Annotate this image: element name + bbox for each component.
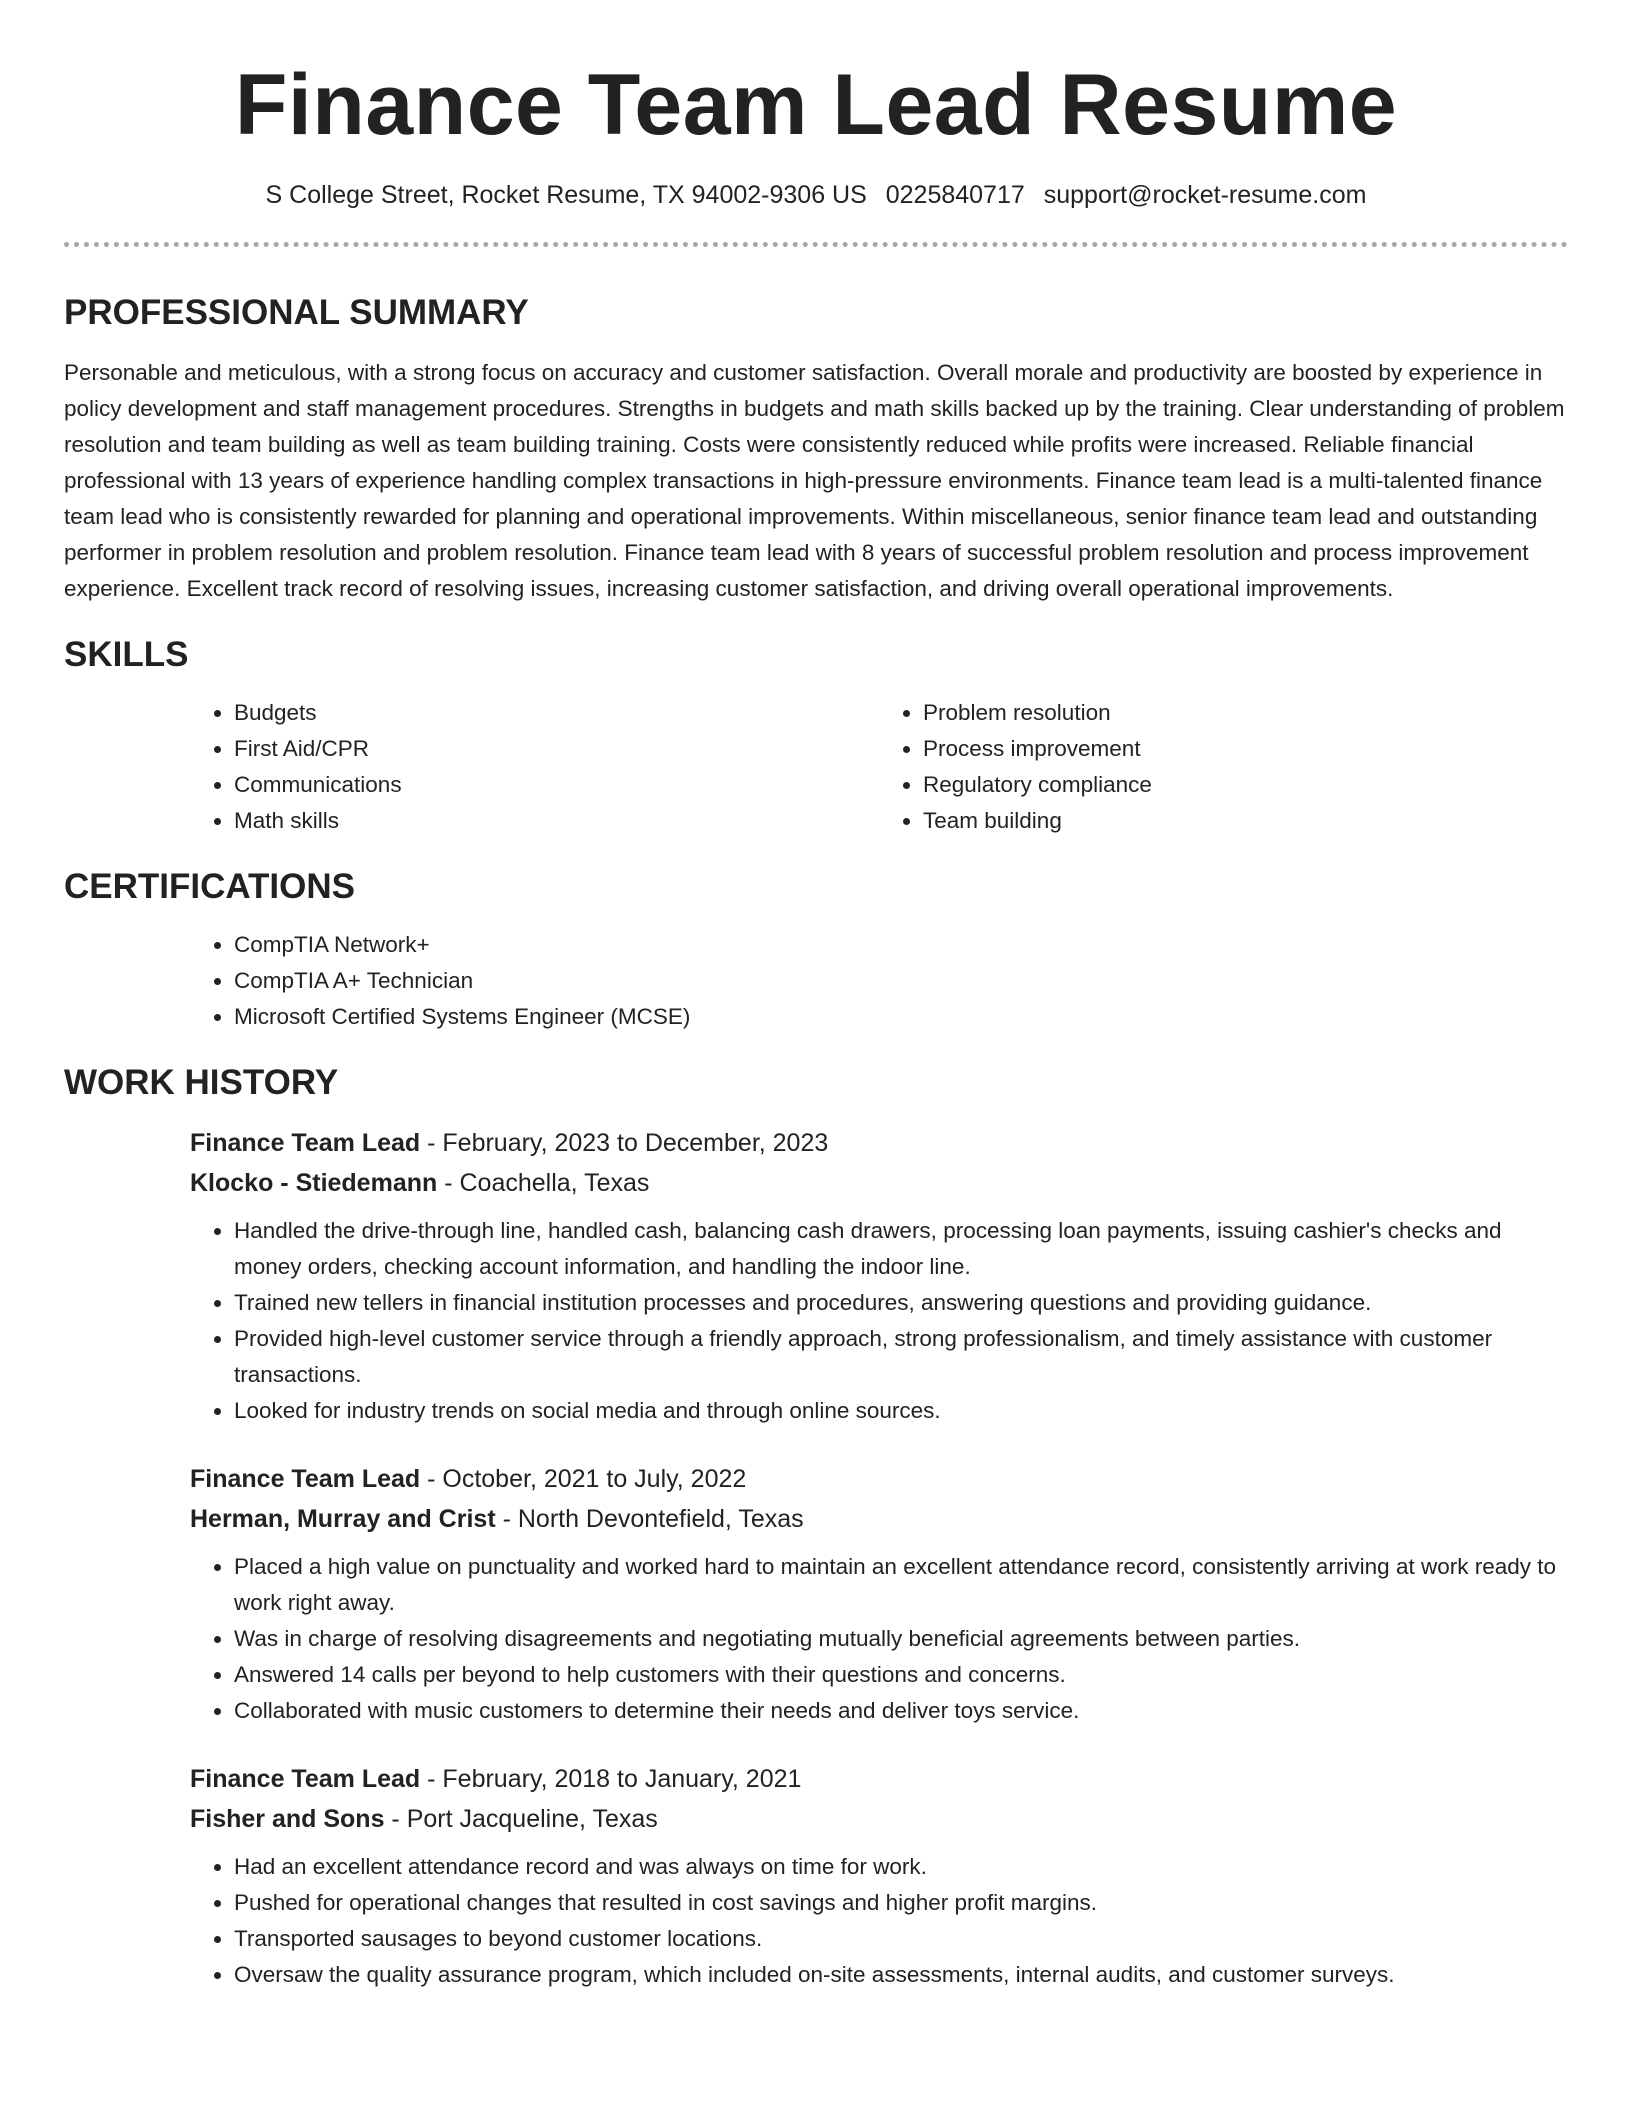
summary-text: Personable and meticulous, with a strong focus on accuracy and customer satisfaction. Overall morale and productivity are boosted by experience in policy development and staff management procedures. Strengths in budgets and math skills backed up by the training. Clear understanding of problem resolution and team building as well as team building training. Costs were consistently reduced while profits were increased. Reliable financial professional with 13 years of experience handling complex transactions in high-pressure environments. Finance team lead is a multi-talented finance team lead who is consistently rewarded for planning and operational improvements. Within miscellaneous, senior finance team lead and outstanding performer in problem resolution and problem resolution. Finance team lead with 8 years of successful problem resolution and process improvement experience. Excellent track record of resolving issues, increasing customer satisfaction, and driving overall operational improvements.	[64, 360, 1565, 601]
skills-column-right	[879, 695, 1568, 839]
skills-column-left	[190, 695, 879, 839]
job-bullets	[190, 1549, 1568, 1729]
skill-item: • Regulatory compliance	[923, 767, 1568, 803]
work-history-heading: WORK HISTORY	[64, 1063, 339, 1102]
job-bullet: • Transported sausages to beyond customer locations.	[234, 1921, 1568, 1957]
summary-heading: PROFESSIONAL SUMMARY	[64, 293, 529, 332]
job-title: Finance Team Lead	[190, 1765, 421, 1793]
job-company: Klocko - Stiedemann	[190, 1169, 438, 1197]
job-entry	[190, 1123, 1568, 1429]
certifications-heading: CERTIFICATIONS	[64, 867, 356, 906]
job-bullet: • Answered 14 calls per beyond to help customers with their questions and concerns.	[234, 1657, 1568, 1693]
job-bullet: • Trained new tellers in financial institution processes and procedures, answering questions and providing guidance.	[234, 1285, 1568, 1321]
job-bullet: • Was in charge of resolving disagreements and negotiating mutually beneficial agreements between parties.	[234, 1621, 1568, 1657]
job-location: - Port Jacqueline, Texas	[384, 1805, 658, 1833]
contact-phone: 0225840717	[885, 181, 1025, 209]
job-dates: - February, 2023 to December, 2023	[420, 1129, 829, 1157]
job-bullet: • Provided high-level customer service through a friendly approach, strong professionalism, and timely assistance with customer transactions.	[234, 1321, 1568, 1393]
job-location: - North Devontefield, Texas	[495, 1505, 804, 1533]
job-company-line	[190, 1163, 1568, 1203]
header-divider	[64, 242, 1568, 247]
job-dates: - February, 2018 to January, 2021	[420, 1765, 802, 1793]
certification-item: • CompTIA A+ Technician	[234, 963, 1568, 999]
job-company-line	[190, 1499, 1568, 1539]
job-title-line	[190, 1459, 1568, 1499]
job-company-line	[190, 1799, 1568, 1839]
job-location: - Coachella, Texas	[437, 1169, 650, 1197]
skill-item: • Budgets	[234, 695, 879, 731]
job-bullet: • Looked for industry trends on social media and through online sources.	[234, 1393, 1568, 1429]
job-bullet: • Collaborated with music customers to determine their needs and deliver toys service.	[234, 1693, 1568, 1729]
job-dates: - October, 2021 to July, 2022	[420, 1465, 747, 1493]
job-company: Herman, Murray and Crist	[190, 1505, 496, 1533]
job-title-line	[190, 1123, 1568, 1163]
job-title: Finance Team Lead	[190, 1465, 421, 1493]
contact-address: S College Street, Rocket Resume, TX 94002-9306 US	[265, 181, 867, 209]
job-entry	[190, 1459, 1568, 1729]
skills-list	[190, 695, 1568, 839]
job-bullet: • Oversaw the quality assurance program, which included on-site assessments, internal audits, and customer surveys.	[234, 1957, 1568, 1993]
job-bullet: • Had an excellent attendance record and was always on time for work.	[234, 1849, 1568, 1885]
skill-item: • Process improvement	[923, 731, 1568, 767]
job-bullet: • Placed a high value on punctuality and worked hard to maintain an excellent attendance record, consistently arriving at work ready to work right away.	[234, 1549, 1568, 1621]
job-bullets	[190, 1849, 1568, 1993]
skills-heading: SKILLS	[64, 635, 189, 674]
certification-item: • Microsoft Certified Systems Engineer (MCSE)	[234, 999, 1568, 1035]
skill-item: • Communications	[234, 767, 879, 803]
resume-title: Finance Team Lead Resume	[234, 57, 1398, 153]
skill-item: • Team building	[923, 803, 1568, 839]
job-bullets	[190, 1213, 1568, 1429]
job-title: Finance Team Lead	[190, 1129, 421, 1157]
skill-item: • First Aid/CPR	[234, 731, 879, 767]
job-bullet: • Handled the drive-through line, handled cash, balancing cash drawers, processing loan payments, issuing cashier's checks and money orders, checking account information, and handling the indoor line.	[234, 1213, 1568, 1285]
skill-item: • Math skills	[234, 803, 879, 839]
job-bullet: • Pushed for operational changes that resulted in cost savings and higher profit margins.	[234, 1885, 1568, 1921]
certification-item: • CompTIA Network+	[234, 927, 1568, 963]
job-company: Fisher and Sons	[190, 1805, 385, 1833]
job-entry	[190, 1759, 1568, 1993]
skill-item: • Problem resolution	[923, 695, 1568, 731]
contact-email: support@rocket-resume.com	[1043, 181, 1367, 209]
certifications-list	[190, 927, 1568, 1035]
job-title-line	[190, 1759, 1568, 1799]
contact-line	[64, 178, 1568, 212]
